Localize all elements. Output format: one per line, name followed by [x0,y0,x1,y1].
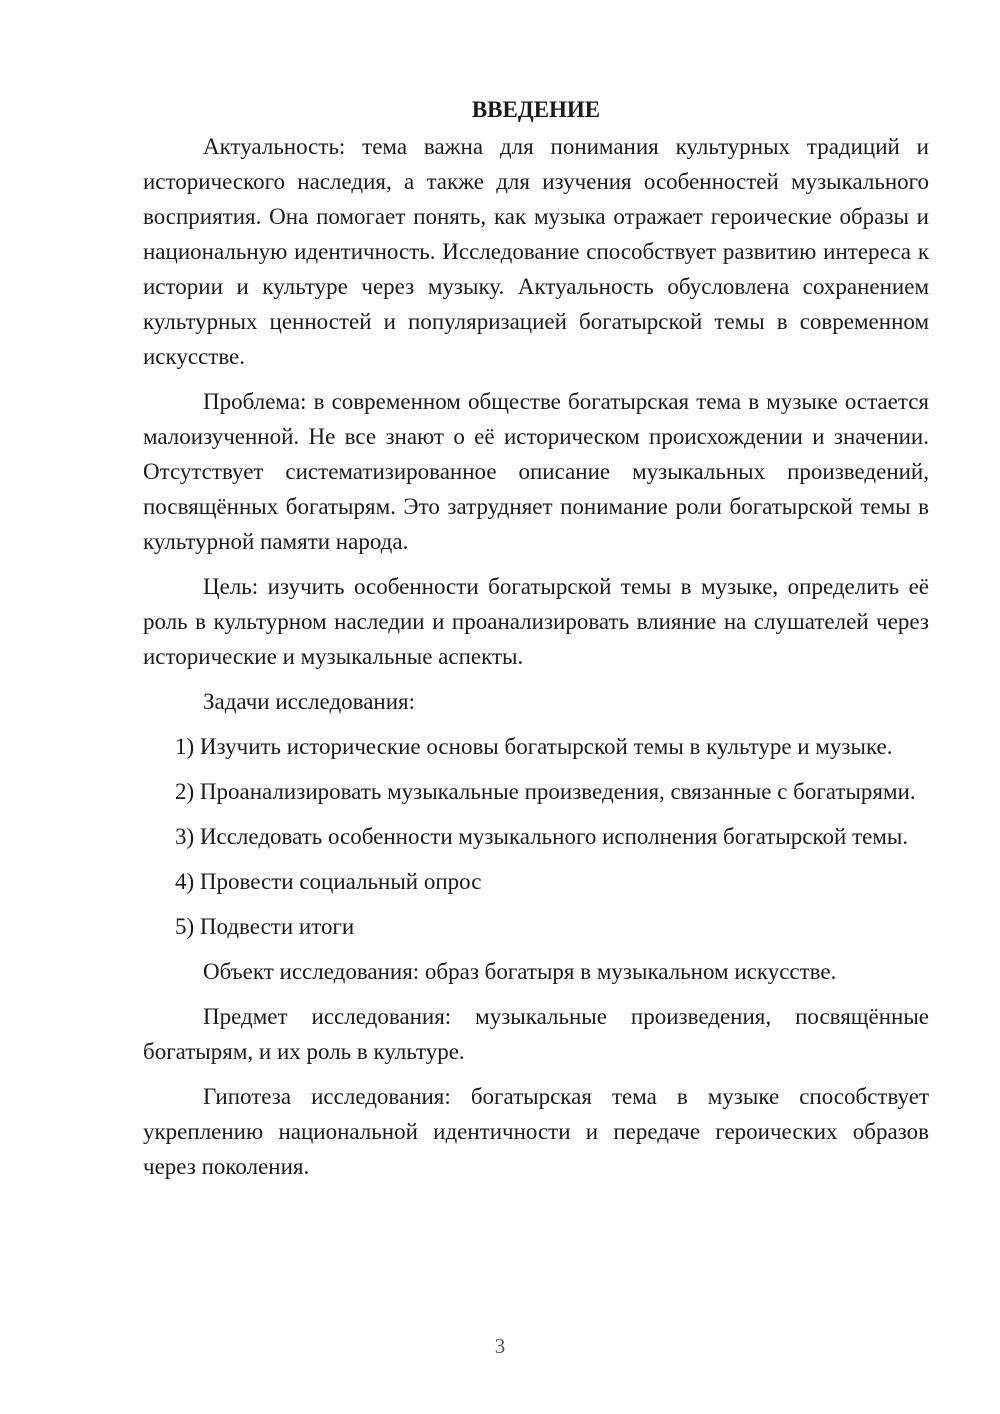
task-item-1: 1) Изучить исторические основы богатырской темы в культуре и музыке. [175,734,893,759]
page-content [143,92,929,1184]
task-item-4: 4) Провести социальный опрос [175,869,482,894]
problem-paragraph: Проблема: в современном обществе богатырская тема в музыке остается малоизученной. Не все знают о её историческом происхождении и значении. Отсутствует систематизированное описание музыкальных произведений, посвящённых богатырям. Это затрудняет понимание роли богатырской темы в культурной памяти народа. [143,389,929,554]
hypothesis-paragraph: Гипотеза исследования: богатырская тема в музыке способствует укреплению национальной идентичности и передаче героических образов через поколения. [143,1084,929,1179]
page-number: 3 [494,1334,506,1358]
goal-paragraph: Цель: изучить особенности богатырской темы в музыке, определить её роль в культурном наследии и проанализировать влияние на слушателей через исторические и музыкальные аспекты. [143,574,929,669]
object-paragraph: Объект исследования: образ богатыря в музыкальном искусстве. [203,959,837,984]
page-title: ВВЕДЕНИЕ [471,97,601,122]
task-item-5: 5) Подвести итоги [175,914,355,939]
task-item-3: 3) Исследовать особенности музыкального исполнения богатырской темы. [175,824,909,849]
task-item-2: 2) Проанализировать музыкальные произведения, связанные с богатырями. [175,779,916,804]
relevance-paragraph: Актуальность: тема важна для понимания культурных традиций и исторического наследия, а также для изучения особенностей музыкального восприятия. Она помогает понять, как музыка отражает героические образы и национальную идентичность. Исследование способствует развитию интереса к истории и культуре через музыку. Актуальность обусловлена сохранением культурных ценностей и популяризацией богатырской темы в современном искусстве. [143,134,929,369]
tasks-heading: Задачи исследования: [203,689,416,714]
subject-paragraph: Предмет исследования: музыкальные произведения, посвящённые богатырям, и их роль в культуре. [143,1004,929,1064]
